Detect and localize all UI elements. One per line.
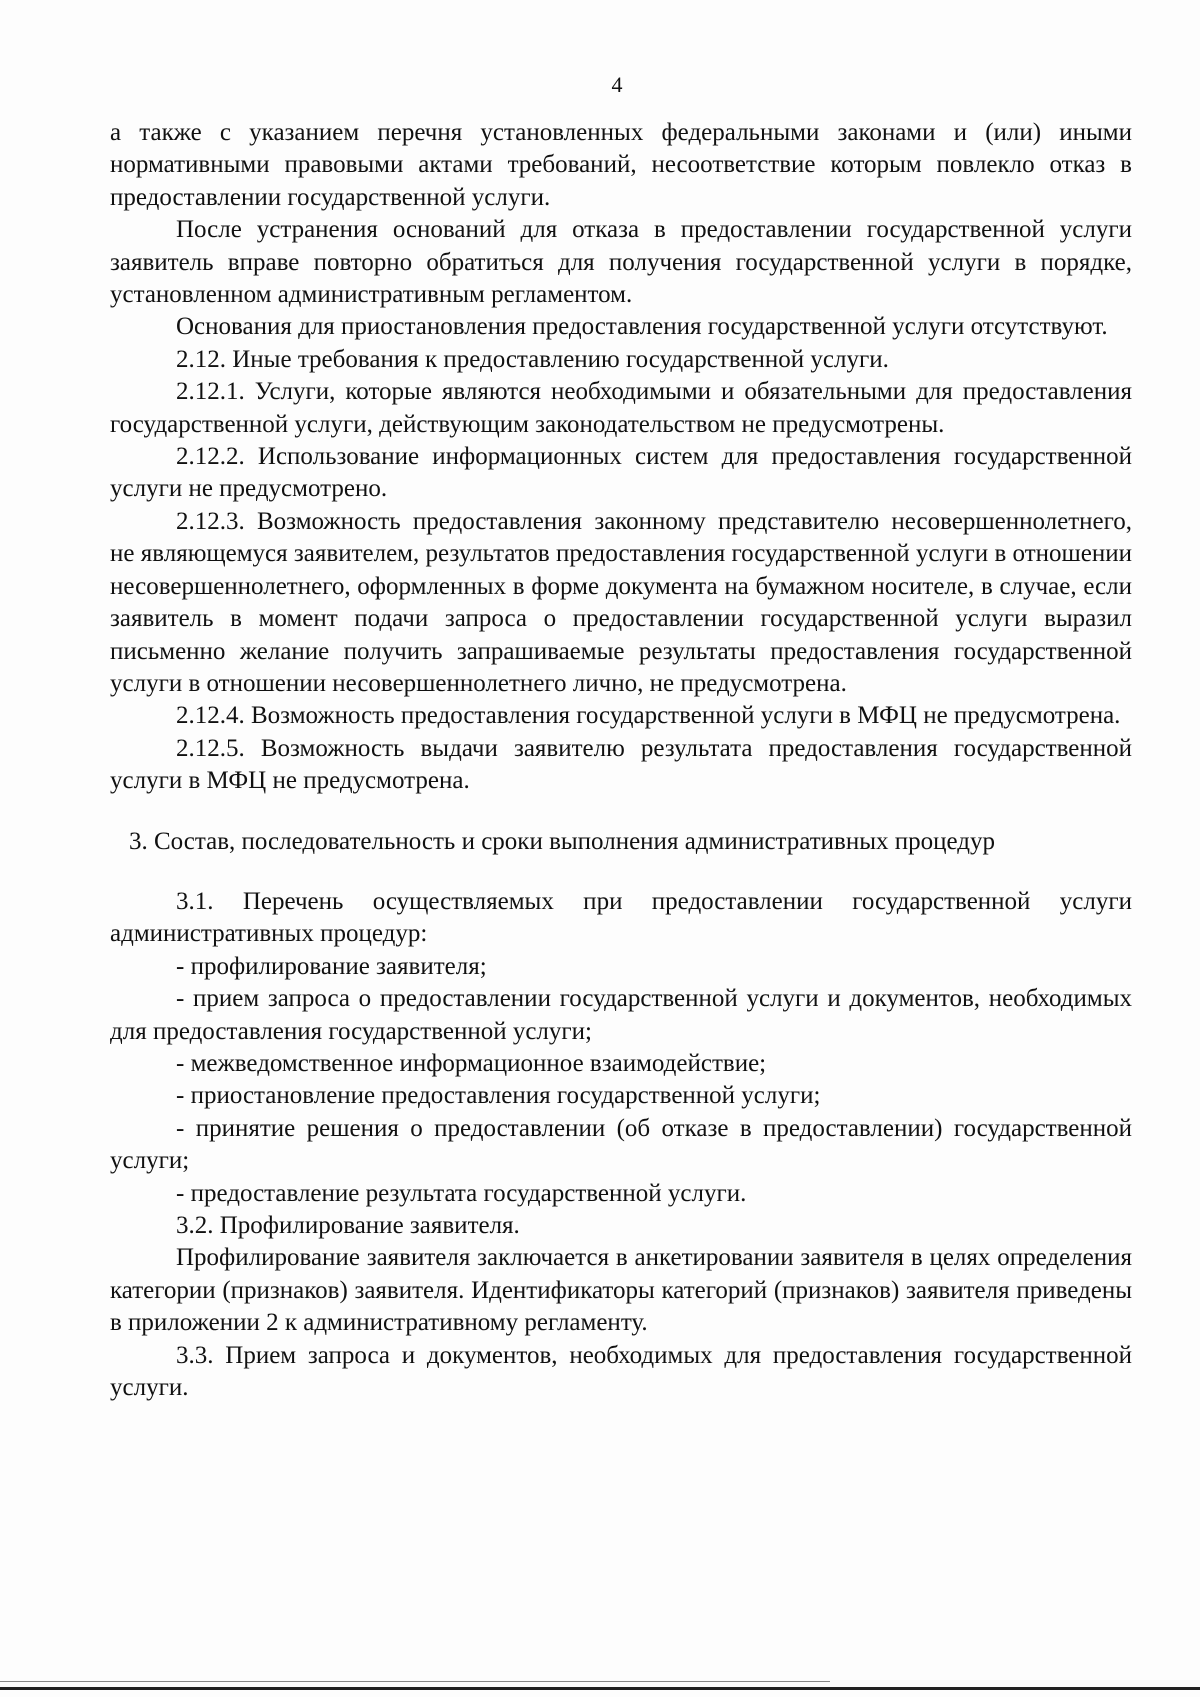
page-number: 4 bbox=[611, 72, 623, 97]
paragraph: Основания для приостановления предоставления государственной услуги отсутствуют. bbox=[176, 313, 1108, 341]
paragraph: 3.1. Перечень осуществляемых при предоставлении государственной услуги административных процедур: bbox=[110, 887, 1132, 948]
document-body bbox=[110, 117, 1132, 1404]
paragraph: 2.12.5. Возможность выдачи заявителю результата предоставления государственной услуги в МФЦ не предусмотрена. bbox=[110, 734, 1132, 795]
section-heading: 3. Состав, последовательность и сроки выполнения административных процедур bbox=[129, 827, 996, 855]
list-item: - принятие решения о предоставлении (об отказе в предоставлении) государственной услуги; bbox=[110, 1114, 1132, 1175]
list-item: - межведомственное информационное взаимодействие; bbox=[176, 1049, 767, 1077]
scan-edge-border bbox=[0, 1687, 1200, 1690]
list-item: - прием запроса о предоставлении государственной услуги и документов, необходимых для предоставления государственной услуги; bbox=[110, 985, 1132, 1045]
paragraph: 2.12.3. Возможность предоставления законному представителю несовершеннолетнего, не являющемуся заявителем, результатов предоставления государственной услуги в отношении несовершеннолетнего, оформленных в форме документа на бумажном носителе, в случае, если заявитель в момент подачи запроса о предоставлении государственной услуги выразил письменно желание получить запрашиваемые результаты предоставления государственной услуги в отношении несовершеннолетнего лично, не предусмотрена. bbox=[110, 507, 1132, 697]
paragraph: 2.12. Иные требования к предоставлению государственной услуги. bbox=[176, 345, 889, 373]
paragraph: 2.12.4. Возможность предоставления государственной услуги в МФЦ не предусмотрена. bbox=[176, 702, 1121, 730]
paragraph: После устранения оснований для отказа в предоставлении государственной услуги заявитель вправе повторно обратиться для получения государственной услуги в порядке, установленном административным регламентом. bbox=[110, 216, 1132, 309]
paragraph: а также с указанием перечня установленных федеральными законами и (или) иными нормативными правовыми актами требований, несоответствие которым повлекло отказ в предоставлении государственной услуги. bbox=[110, 119, 1132, 211]
paragraph: Профилирование заявителя заключается в анкетировании заявителя в целях определения категории (признаков) заявителя. Идентификаторы категорий (признаков) заявителя приведены в приложении 2 к административному регламенту. bbox=[110, 1244, 1132, 1337]
paragraph: 3.2. Профилирование заявителя. bbox=[176, 1212, 520, 1239]
paragraph: 3.3. Прием запроса и документов, необходимых для предоставления государственной услуги. bbox=[110, 1341, 1132, 1402]
list-item: - профилирование заявителя; bbox=[176, 952, 487, 980]
list-item: - предоставление результата государственной услуги. bbox=[176, 1179, 747, 1207]
paragraph: 2.12.1. Услуги, которые являются необходимыми и обязательными для предоставления государственной услуги, действующим законодательством не предусмотрены. bbox=[110, 378, 1132, 438]
scan-edge-line bbox=[0, 1681, 830, 1682]
list-item: - приостановление предоставления государственной услуги; bbox=[176, 1082, 821, 1110]
paragraph: 2.12.2. Использование информационных систем для предоставления государственной услуги не предусмотрено. bbox=[110, 443, 1132, 503]
